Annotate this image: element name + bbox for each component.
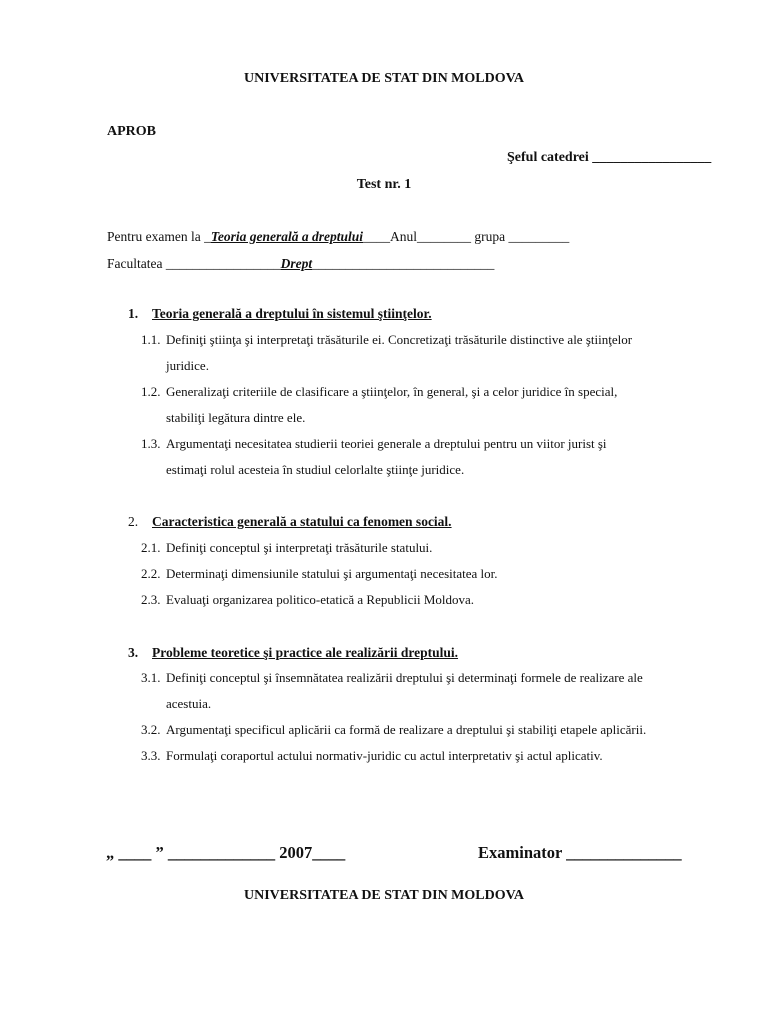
section-number: 1. bbox=[128, 306, 139, 321]
date-line: „ ____ ” _____________ 2007____ bbox=[106, 843, 346, 862]
item-number: 2.2. bbox=[141, 566, 161, 581]
list-item bbox=[141, 748, 603, 764]
list-item bbox=[141, 566, 498, 582]
test-title: Test nr. 1 bbox=[356, 177, 412, 192]
head-of-dept-label: Şeful catedrei bbox=[507, 150, 589, 165]
item-number: 1.3. bbox=[141, 436, 161, 451]
exam-line bbox=[107, 229, 569, 245]
item-text: Definiţi conceptul şi însemnătatea realizării dreptului şi determinaţi formele de realizare ale bbox=[166, 670, 643, 685]
item-text: Generalizaţi criteriile de clasificare a ştiinţelor, în general, şi a celor juridice în special, bbox=[166, 384, 618, 399]
university-title: UNIVERSITATEA DE STAT DIN MOLDOVA bbox=[243, 71, 525, 86]
item-text: Definiţi conceptul şi interpretaţi trăsăturile statului. bbox=[166, 540, 433, 555]
item-number: 2.1. bbox=[141, 540, 161, 555]
section-number: 2. bbox=[128, 514, 139, 529]
item-text-cont: estimaţi rolul acesteia în studiul celorlalte ştiinţe juridice. bbox=[166, 462, 465, 477]
approve-label: APROB bbox=[107, 124, 156, 139]
faculty-blank-post: ___________________________ bbox=[312, 256, 495, 271]
list-item bbox=[141, 670, 643, 686]
list-item bbox=[141, 436, 607, 452]
list-item bbox=[141, 332, 632, 348]
item-text: Evaluaţi organizarea politico-etatică a Republicii Moldova. bbox=[166, 592, 475, 607]
item-text-cont: acestuia. bbox=[166, 696, 212, 711]
item-text-cont: stabiliţi legătura dintre ele. bbox=[166, 410, 306, 425]
section-title: Caracteristica generală a statului ca fenomen social. bbox=[152, 514, 452, 529]
university-title-repeat: UNIVERSITATEA DE STAT DIN MOLDOVA bbox=[243, 888, 525, 903]
section-title: Probleme teoretice şi practice ale realizării dreptului. bbox=[152, 645, 459, 660]
year-blank: ________ bbox=[416, 229, 471, 244]
list-item bbox=[141, 540, 432, 556]
item-number: 2.3. bbox=[141, 592, 161, 607]
year-label: Anul bbox=[389, 229, 417, 244]
item-text-cont: juridice. bbox=[166, 358, 209, 373]
head-of-dept-blank: _________________ bbox=[592, 150, 712, 165]
faculty-line bbox=[107, 256, 494, 272]
faculty-blank-pre: _________________ bbox=[165, 256, 281, 271]
item-text: Argumentaţi necesitatea studierii teoriei generale a dreptului pentru un viitor jurist şi bbox=[166, 436, 607, 451]
section-number: 3. bbox=[128, 645, 139, 660]
item-number: 3.1. bbox=[141, 670, 161, 685]
group-blank: _________ bbox=[508, 229, 570, 244]
examiner-line: Examinator ______________ bbox=[478, 843, 682, 862]
group-label: grupa bbox=[470, 229, 509, 244]
list-item bbox=[141, 722, 646, 738]
exam-for-label: Pentru examen la bbox=[107, 229, 205, 244]
item-text: Definiţi ştiinţa şi interpretaţi trăsăturile ei. Concretizaţi trăsăturile distinctive ale ştiinţelor bbox=[166, 332, 633, 347]
item-number: 1.2. bbox=[141, 384, 161, 399]
item-text: Argumentaţi specificul aplicării ca formă de realizare a dreptului şi stabiliţi etapele aplicării. bbox=[166, 722, 647, 737]
exam-blank-pre: _ bbox=[204, 229, 211, 244]
exam-blank-post: ____ bbox=[362, 229, 390, 244]
item-number: 3.3. bbox=[141, 748, 161, 763]
faculty-value: Drept bbox=[280, 256, 313, 271]
section-1-heading bbox=[128, 305, 432, 323]
exam-subject: Teoria generală a dreptului bbox=[210, 229, 363, 244]
item-text: Determinaţi dimensiunile statului şi argumentaţi necesitatea lor. bbox=[166, 566, 498, 581]
item-number: 1.1. bbox=[141, 332, 161, 347]
section-title: Teoria generală a dreptului în sistemul ştiinţelor. bbox=[152, 306, 432, 321]
item-number: 3.2. bbox=[141, 722, 161, 737]
faculty-label: Facultatea bbox=[107, 256, 166, 271]
list-item bbox=[141, 384, 617, 400]
head-of-dept-line bbox=[507, 150, 711, 166]
list-item bbox=[141, 592, 474, 608]
section-2-heading bbox=[128, 513, 452, 531]
section-3-heading bbox=[128, 644, 458, 662]
item-text: Formulaţi coraportul actului normativ-juridic cu actul interpretativ şi actul aplicativ. bbox=[166, 748, 603, 763]
